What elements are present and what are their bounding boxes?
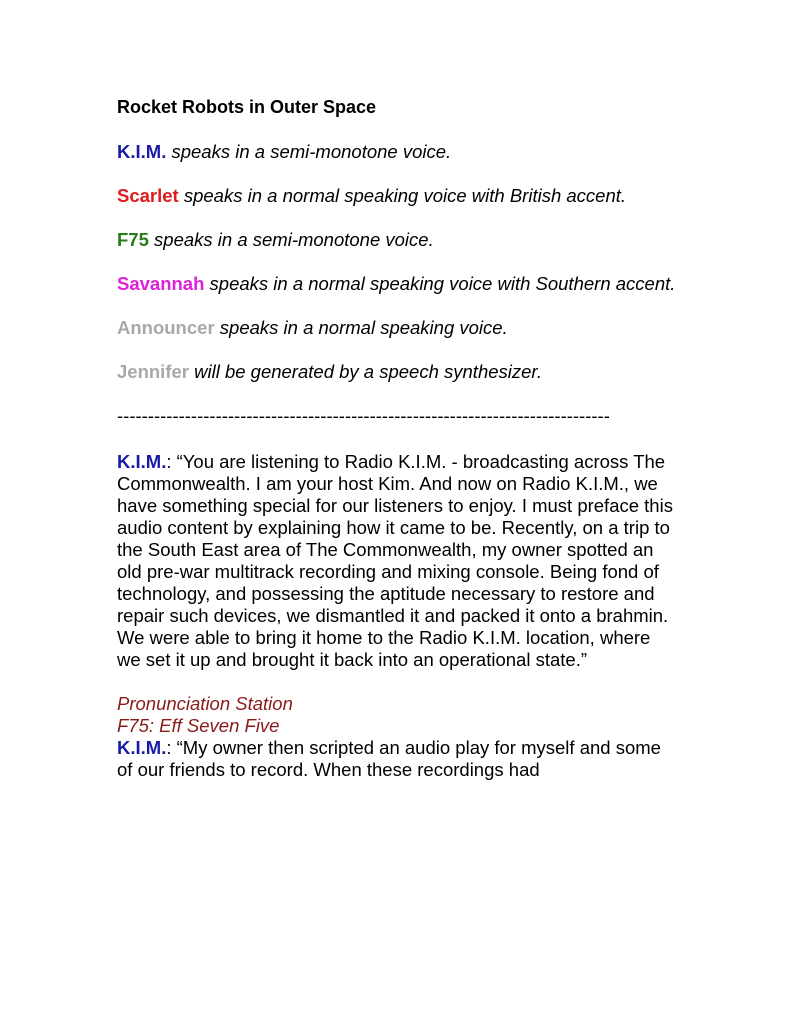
dialogue-speaker-kim: K.I.M. <box>117 451 167 472</box>
cast-line-f75 <box>117 229 677 251</box>
cast-line-kim <box>117 141 677 163</box>
pronunciation-heading: Pronunciation Station <box>117 693 293 714</box>
cast-name-announcer: Announcer <box>117 317 215 338</box>
cast-description-scarlet: speaks in a normal speaking voice with British accent. <box>178 185 627 206</box>
cast-line-savannah <box>117 273 677 295</box>
cast-name-scarlet: Scarlet <box>117 185 179 206</box>
cast-line-announcer <box>117 317 677 339</box>
pronunciation-entry: F75: Eff Seven Five <box>117 715 280 736</box>
cast-description-f75: speaks in a semi-monotone voice. <box>148 229 434 250</box>
cast-name-kim: K.I.M. <box>117 141 167 162</box>
cast-name-f75: F75 <box>117 229 149 250</box>
cast-name-jennifer: Jennifer <box>117 361 189 382</box>
cast-description-jennifer: will be generated by a speech synthesizer. <box>188 361 543 382</box>
cast-description-kim: speaks in a semi-monotone voice. <box>166 141 452 162</box>
cast-line-scarlet <box>117 185 677 207</box>
cast-line-jennifer <box>117 361 677 383</box>
section-divider: -------------------------------------------------------------------------------- <box>117 405 610 426</box>
dialogue-paragraph-2 <box>117 737 677 781</box>
dialogue-paragraph-1 <box>117 451 677 671</box>
document-title: Rocket Robots in Outer Space <box>117 97 377 117</box>
cast-name-savannah: Savannah <box>117 273 205 294</box>
dialogue-text-2: : “My owner then scripted an audio play for myself and some of our friends to record. When these recordings had <box>117 737 661 780</box>
dialogue-text: : “You are listening to Radio K.I.M. - broadcasting across The Commonwealth. I am your host Kim. And now on Radio K.I.M., we have something special for our listeners to enjoy. I must preface this audio content by explaining how it came to be. Recently, on a trip to the South East area of The Commonwealth, my owner spotted an old pre-war multitrack recording and mixing console. Being fond of technology, and possessing the aptitude necessary to restore and repair such devices, we dismantled it and packed it onto a brahmin. We were able to bring it home to the Radio K.I.M. location, where we set it up and brought it back into an operational state.” <box>117 451 673 670</box>
document-page <box>117 96 677 781</box>
cast-description-savannah: speaks in a normal speaking voice with Southern accent. <box>204 273 676 294</box>
cast-description-announcer: speaks in a normal speaking voice. <box>214 317 508 338</box>
pronunciation-notes <box>117 693 677 737</box>
dialogue-speaker-kim-2: K.I.M. <box>117 737 167 758</box>
